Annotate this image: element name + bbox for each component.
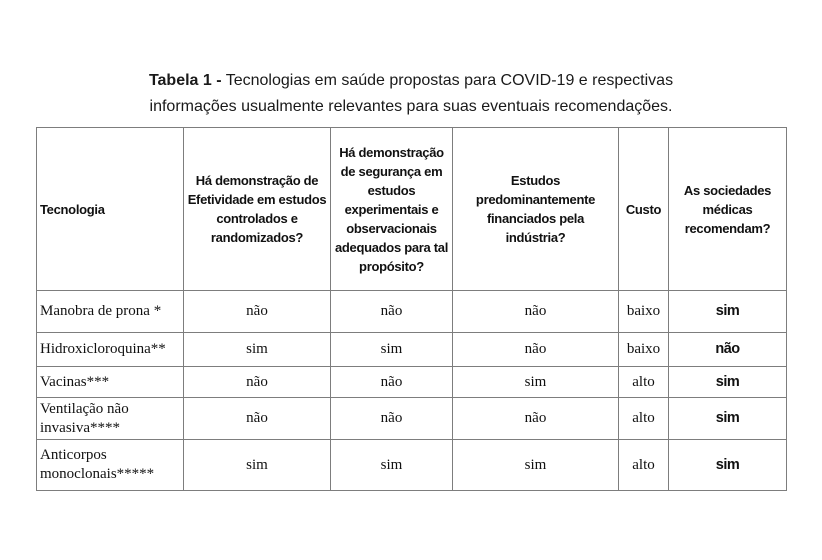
table-row [37,398,787,440]
cell-tecnologia: Ventilação não invasiva**** [37,398,184,440]
cell-tecnologia: Anticorpos monoclonais***** [37,440,184,491]
table-caption [36,68,786,120]
cell-seguranca: não [331,367,453,398]
header-efetividade: Há demonstração de Efetividade em estudos controlados e randomizados? [184,128,331,291]
caption-line-1 [36,68,786,94]
cell-industria: não [453,398,619,440]
cell-industria: não [453,291,619,333]
cell-seguranca: sim [331,333,453,367]
cell-industria: não [453,333,619,367]
cell-recomendam: sim [669,440,787,491]
cell-industria: sim [453,440,619,491]
cell-efetividade: sim [184,333,331,367]
cell-industria: sim [453,367,619,398]
cell-custo: alto [619,398,669,440]
table-row [37,291,787,333]
header-industria: Estudos predominantemente financiados pela indústria? [453,128,619,291]
caption-label: Tabela 1 - [148,72,222,89]
cell-efetividade: não [184,398,331,440]
header-tecnologia: Tecnologia [37,128,184,291]
cell-efetividade: não [184,367,331,398]
cell-seguranca: não [331,291,453,333]
table-row [37,367,787,398]
cell-tecnologia: Hidroxicloroquina** [37,333,184,367]
cell-tecnologia: Manobra de prona * [37,291,184,333]
cell-recomendam: não [669,333,787,367]
cell-custo: baixo [619,291,669,333]
cell-recomendam: sim [669,291,787,333]
cell-recomendam: sim [669,367,787,398]
cell-custo: alto [619,367,669,398]
cell-recomendam: sim [669,398,787,440]
cell-efetividade: sim [184,440,331,491]
cell-efetividade: não [184,291,331,333]
cell-tecnologia: Vacinas*** [37,367,184,398]
cell-seguranca: não [331,398,453,440]
covid-technologies-table [36,127,787,491]
table-row [37,333,787,367]
cell-custo: baixo [619,333,669,367]
caption-text-1: Tecnologias em saúde propostas para COVID-19 e respectivas [225,72,674,89]
header-custo: Custo [619,128,669,291]
caption-text-2: informações usualmente relevantes para suas eventuais recomendações. [149,98,673,115]
header-recomendam: As sociedades médicas recomendam? [669,128,787,291]
header-seguranca: Há demonstração de segurança em estudos experimentais e observacionais adequados para tal propósito? [331,128,453,291]
cell-custo: alto [619,440,669,491]
table-row [37,440,787,491]
header-row [37,128,787,291]
cell-seguranca: sim [331,440,453,491]
